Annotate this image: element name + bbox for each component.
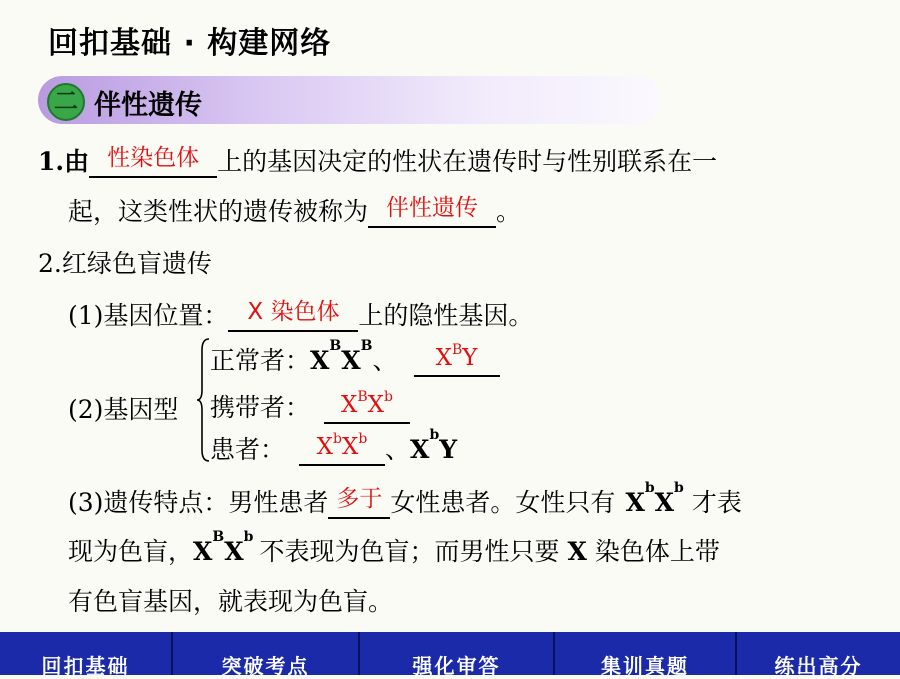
patient-answer-XbXb: $X^bX^b$ <box>316 431 368 460</box>
carrier-blank <box>324 389 410 424</box>
q2-p1-answer: X 染色体 <box>247 299 340 325</box>
q2-part1 <box>68 296 533 332</box>
q2-title-text: 2.红绿色盲遗传 <box>38 249 212 278</box>
q1-blank2 <box>368 196 496 228</box>
normal-genotype-XBXB: $X^BX^B$ <box>310 338 373 375</box>
q2-p3-mid: 女性患者。女性只有 <box>390 488 616 517</box>
nav-break-through-points[interactable]: 突破考点 <box>173 632 360 675</box>
carrier-label: 携带者： <box>210 393 311 422</box>
q1-blank1 <box>89 146 217 178</box>
q1-line1 <box>38 142 717 178</box>
genotype-normal: 正常者：$X^BX^B$、 $X^BY$ <box>210 341 500 377</box>
section-title: 伴性遗传 <box>94 90 202 121</box>
q2-p3-answer: 多于 <box>336 486 383 512</box>
nav-high-scores[interactable]: 练出高分 <box>774 654 863 678</box>
q2-p2-label: (2)基因型 <box>68 395 179 424</box>
page-title: 回扣基础 · 构建网络 <box>48 26 332 61</box>
q2-p1-end: 上的隐性基因。 <box>358 301 534 330</box>
nav-review-basics[interactable]: 回扣基础 <box>0 632 173 675</box>
q2-part3-line3: 有色盲基因，就表现为色盲。 <box>68 587 394 616</box>
q2-part2-label <box>68 390 178 426</box>
q1-answer1: 性染色体 <box>107 145 200 171</box>
genotype-brace <box>196 338 210 462</box>
section-number-badge: 二 <box>47 83 85 121</box>
genotype-carrier <box>210 388 410 424</box>
genotype-patient: 患者： $X^bX^b$ 、$X^bY$ <box>210 427 458 464</box>
q2-p3-blank <box>328 487 390 519</box>
patient-genotype-XbY: $X^bY$ <box>410 427 458 464</box>
q2-title <box>38 244 212 280</box>
nav-strengthen-answering[interactable]: 强化审答 <box>360 632 555 675</box>
q1-prefix: 1.由 <box>38 147 90 176</box>
patient-blank <box>299 431 385 466</box>
q1-line2 <box>68 192 521 228</box>
q2-p1-label: (1)基因位置： <box>68 301 229 330</box>
p3-genotype-XBXb: $X^BX^b$ <box>193 529 254 566</box>
q2-p3-label: (3)遗传特点：男性患者 <box>68 488 329 517</box>
nav-real-questions[interactable]: 集训真题 <box>555 632 737 675</box>
q1-mid: 上的基因决定的性状在遗传时与性别联系在一 <box>217 147 718 176</box>
patient-label: 患者： <box>210 435 286 464</box>
q2-part3-line1 <box>68 480 742 519</box>
q1-line2-text: 起，这类性状的遗传被称为 <box>68 197 369 226</box>
q2-p1-blank <box>228 300 358 332</box>
bottom-nav <box>0 632 900 678</box>
q1-end: 。 <box>496 197 522 226</box>
normal-blank <box>414 342 500 377</box>
normal-answer-XBY: $X^BY$ <box>435 342 478 371</box>
q2-p3-tail: 才表 <box>691 488 742 517</box>
carrier-answer-XBXb: $X^BX^b$ <box>341 389 394 418</box>
q2-part3-line2: 现为色盲，$X^BX^b$ 不表现为色盲；而男性只要 X 染色体上带 <box>68 529 720 566</box>
q1-answer2: 伴性遗传 <box>386 195 479 221</box>
p3-genotype-XbXb: $X^bX^b$ <box>625 480 684 517</box>
normal-label: 正常者： <box>210 346 311 375</box>
